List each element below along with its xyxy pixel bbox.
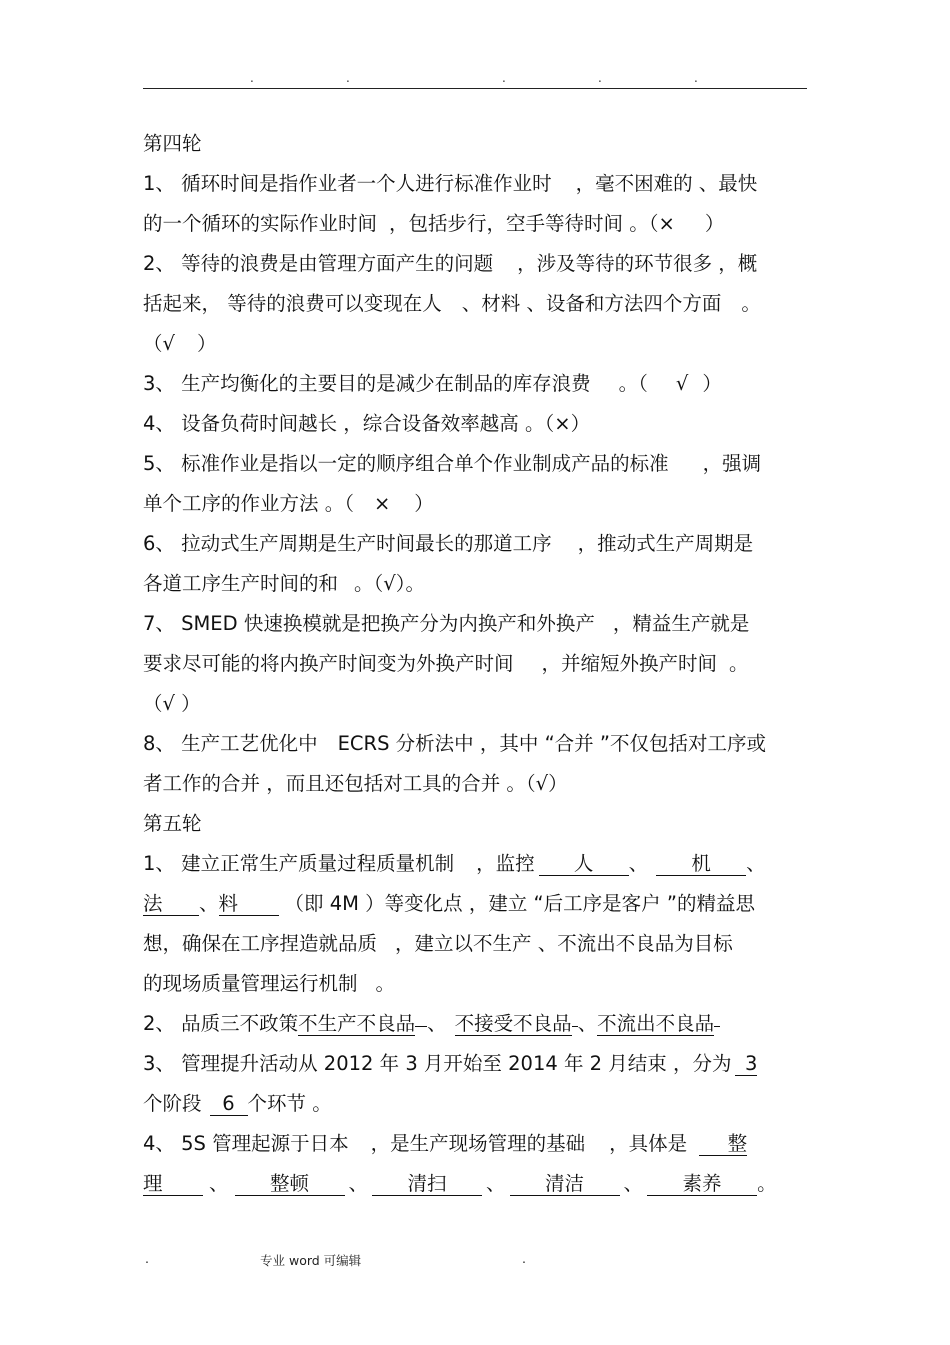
answer-blank: 清扫 <box>372 1173 482 1196</box>
question-line: 者工作的合并 ，而且还包括对工具的合并 。（√） <box>143 772 568 795</box>
question-line: 4、 5S 管理起源于日本 ，是生产现场管理的基础 ，具体是 整 <box>143 1132 748 1155</box>
header-rule <box>143 88 807 89</box>
answer-blank: 清洁 <box>510 1173 620 1196</box>
question-line: （√ ） <box>143 332 217 355</box>
answer-blank: 法 <box>143 893 199 916</box>
header-dot: . <box>502 71 506 85</box>
question-line: 各道工序生产时间的和 。（√）。 <box>143 572 425 595</box>
section-title: 第四轮 <box>143 132 202 155</box>
header-dot: . <box>346 71 350 85</box>
question-line: 2、 品质三不政策不生产不良品 、 不接受不良品 、不流出不良品 <box>143 1004 807 1044</box>
header-dot: . <box>694 71 698 85</box>
answer-blank: 整顿 <box>235 1173 345 1196</box>
answer-blank: 人 <box>539 853 629 876</box>
question-line: 8、 生产工艺优化中 ECRS 分析法中 ，其中 “合并 ”不仅包括对工序或 <box>143 732 766 755</box>
answer-blank: 3 <box>735 1053 757 1076</box>
header-dot: . <box>598 71 602 85</box>
answer-blank: 不流出不良品 <box>597 1012 715 1035</box>
question-line: 6、 拉动式生产周期是生产时间最长的那道工序 ，推动式生产周期是 <box>143 532 754 555</box>
question-line: 的一个循环的实际作业时间 ，包括步行，空手等待时间 。（× ） <box>143 212 725 235</box>
answer-blank: 机 <box>656 853 746 876</box>
footer-dot: . <box>145 1251 149 1266</box>
answer-blank: 料 <box>219 893 279 916</box>
page-footer <box>143 1251 807 1271</box>
question-line: 3、 管理提升活动从 2012 年 3 月开始至 2014 年 2 月结束 ，分为 3 <box>143 1052 758 1075</box>
question-line: 法 、料 （即 4M ）等变化点 ，建立 “后工序是客户 ”的精益思 <box>143 892 755 915</box>
footer-label: 专业 word 可编辑 <box>260 1253 362 1268</box>
question-line: 单个工序的作业方法 。（ × ） <box>143 492 434 515</box>
question-line: 要求尽可能的将内换产时间变为外换产时间 ，并缩短外换产时间 。 <box>143 652 749 675</box>
answer-blank: 不生产不良品 <box>298 1012 416 1035</box>
question-line: （√ ） <box>143 692 201 715</box>
question-line: 理 、 整顿 、 清扫 、 清洁 、 素养 。 <box>143 1172 777 1195</box>
question-line: 4、 设备负荷时间越长 ，综合设备效率越高 。（×） <box>143 412 591 435</box>
question-line: 1、 建立正常生产质量过程质量机制 ，监控 人 、 机 、 <box>143 852 766 875</box>
answer-blank: 理 <box>143 1173 203 1196</box>
question-line: 2、 等待的浪费是由管理方面产生的问题 ，涉及等待的环节很多 ，概 <box>143 252 758 275</box>
answer-blank: 整 <box>699 1133 747 1156</box>
header-dot: . <box>250 71 254 85</box>
answer-blank: 不接受不良品 <box>454 1012 572 1035</box>
footer-dot: . <box>522 1251 526 1266</box>
question-line: 想，确保在工序捏造就品质 ，建立以不生产 、不流出不良品为目标 <box>143 932 733 955</box>
question-line: 的现场质量管理运行机制 。 <box>143 972 396 995</box>
question-line: 个阶段 6 个环节 。 <box>143 1092 332 1115</box>
question-line: 括起来， 等待的浪费可以变现在人 、材料 、设备和方法四个方面 。 <box>143 292 761 315</box>
question-line: 1、 循环时间是指作业者一个人进行标准作业时 ，毫不困难的 、最快 <box>143 172 758 195</box>
question-line: 5、 标准作业是指以一定的顺序组合单个作业制成产品的标准 ，强调 <box>143 452 762 475</box>
question-line: 3、 生产均衡化的主要目的是减少在制品的库存浪费 。（ √ ） <box>143 372 722 395</box>
answer-blank: 素养 <box>647 1173 757 1196</box>
section-title: 第五轮 <box>143 812 202 835</box>
document-body <box>143 124 807 1204</box>
question-line: 7、 SMED 快速换模就是把换产分为内换产和外换产 ，精益生产就是 <box>143 612 750 635</box>
answer-blank: 6 <box>210 1093 248 1116</box>
